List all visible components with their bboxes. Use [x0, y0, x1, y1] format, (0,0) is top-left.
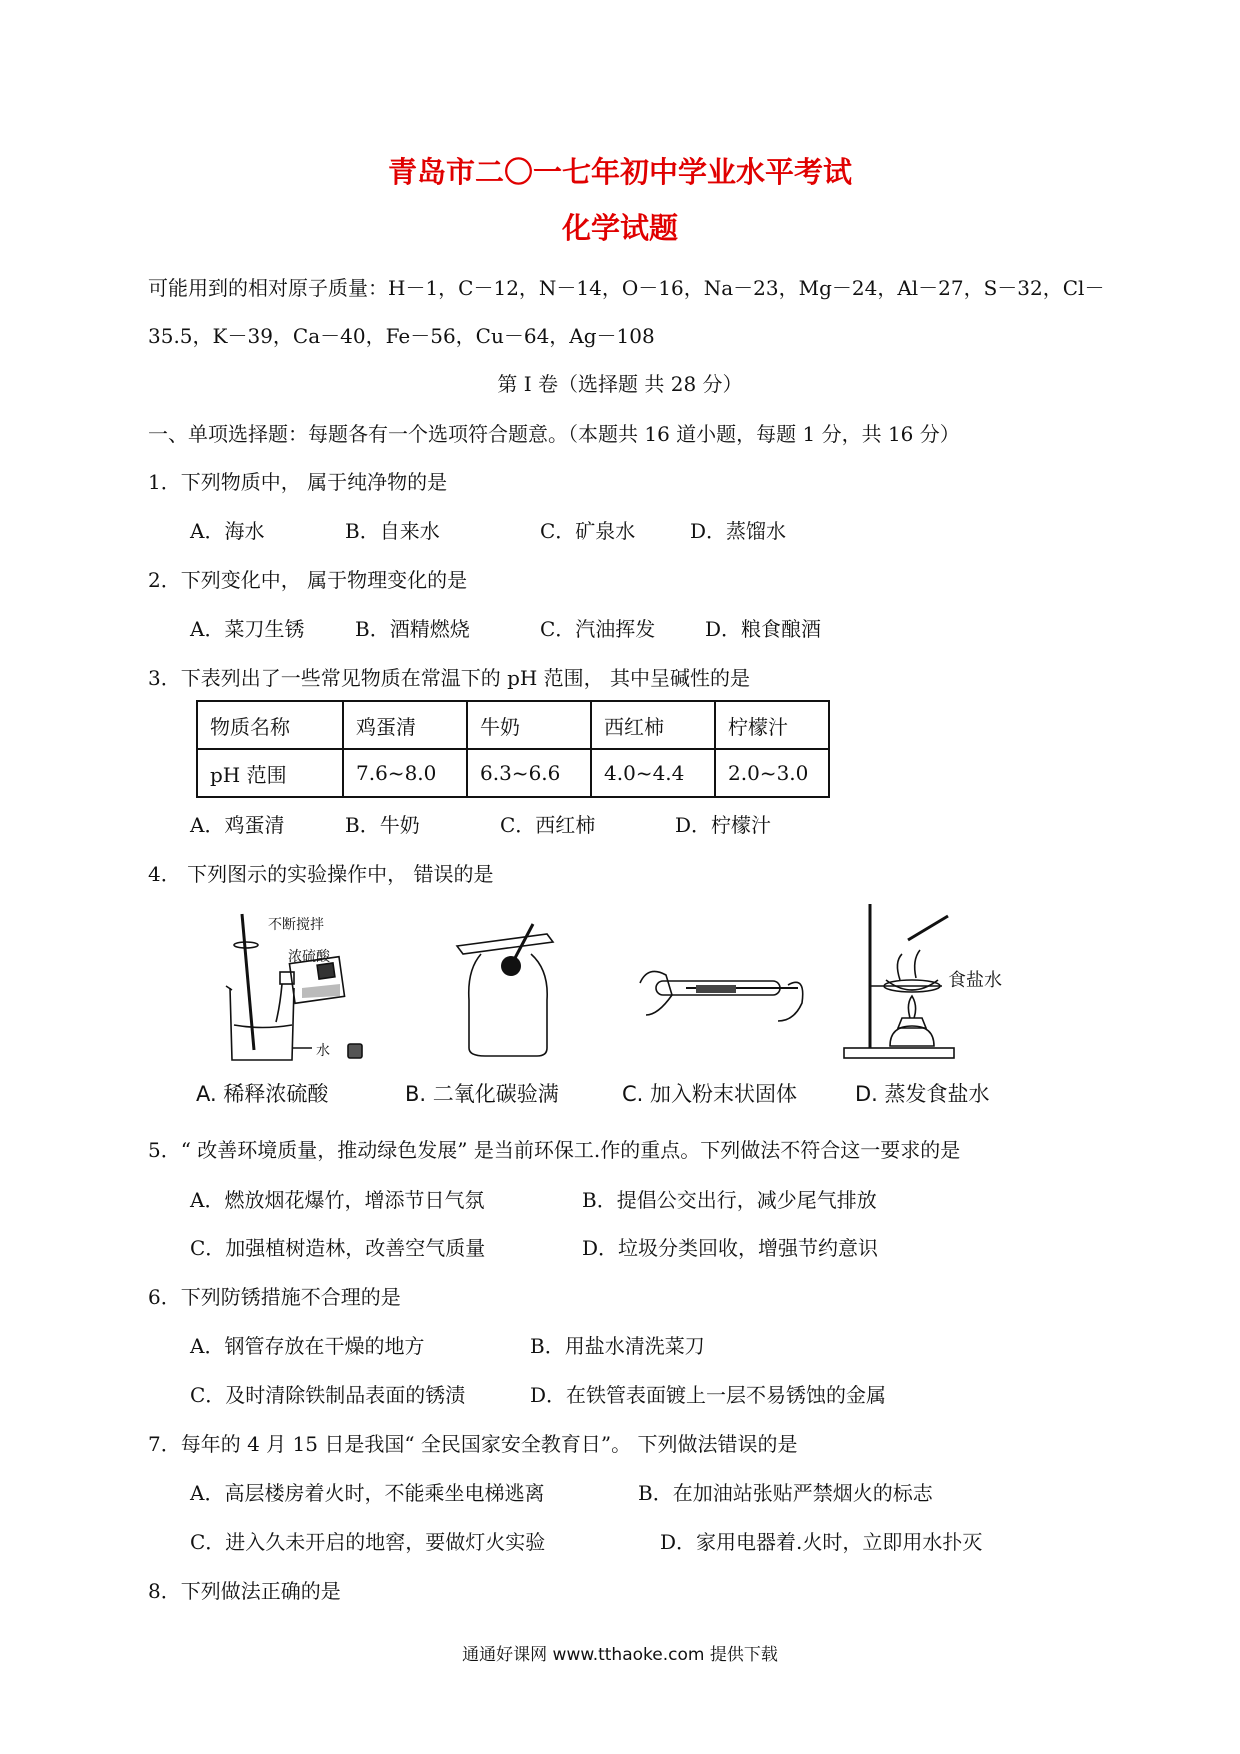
page-footer: 通通好课网 www.tthaoke.com 提供下载 [462, 1645, 778, 1665]
option-a: A．鸡蛋清 [190, 813, 285, 837]
option-a: A．菜刀生锈 [190, 617, 305, 641]
option-b: B．提倡公交出行，减少尾气排放 [582, 1188, 877, 1212]
table-cell: 物质名称 [197, 701, 343, 749]
question-stem: 7．每年的 4 月 15 日是我国“ 全民国家安全教育日”。 下列做法错误的是 [148, 1432, 798, 1456]
acid-label: 浓硫酸 [288, 949, 330, 965]
table-cell: 柠檬汁 [715, 701, 829, 749]
option-d: D．家用电器着.火时，立即用水扑灭 [660, 1530, 983, 1554]
option-c: C．汽油挥发 [540, 617, 656, 641]
co2-test-figure [455, 920, 565, 1060]
option-c: C．及时清除铁制品表面的锈渍 [190, 1383, 466, 1407]
question-stem: 3．下表列出了一些常见物质在常温下的 pH 范围， 其中呈碱性的是 [148, 666, 751, 690]
table-cell: 鸡蛋清 [343, 701, 467, 749]
option-c: C．加强植树造林，改善空气质量 [190, 1236, 486, 1260]
option-a: A．高层楼房着火时，不能乘坐电梯逃离 [190, 1481, 545, 1505]
figure-label-b: B. 二氧化碳验满 [405, 1082, 559, 1106]
question-stem: 4． 下列图示的实验操作中， 错误的是 [148, 862, 494, 886]
question-stem: 6．下列防锈措施不合理的是 [148, 1285, 401, 1309]
section-instructions: 一、单项选择题：每题各有一个选项符合题意。（本题共 16 道小题，每题 1 分，共 16 分） [148, 422, 960, 446]
add-powder-figure [638, 955, 808, 1045]
option-c: C．进入久未开启的地窖，要做灯火实验 [190, 1530, 546, 1554]
table-cell: 西红柿 [591, 701, 715, 749]
table-cell: 牛奶 [467, 701, 591, 749]
option-d: D．粮食酿酒 [705, 617, 822, 641]
stir-label: 不断搅拌 [268, 917, 324, 933]
dilute-acid-figure [220, 910, 400, 1070]
question-stem: 5．“ 改善环境质量，推动绿色发展” 是当前环保工.作的重点。下列做法不符合这一要求的是 [148, 1138, 961, 1162]
option-a: A．钢管存放在干燥的地方 [190, 1334, 425, 1358]
ph-table [196, 700, 830, 798]
water-label: 水 [316, 1043, 330, 1059]
question-stem: 1．下列物质中， 属于纯净物的是 [148, 470, 448, 494]
figure-label-d: D. 蒸发食盐水 [855, 1082, 990, 1106]
table-row [197, 701, 829, 749]
table-cell: pH 范围 [197, 749, 343, 797]
option-d: D．柠檬汁 [675, 813, 772, 837]
page-title: 青岛市二〇一七年初中学业水平考试 [387, 155, 852, 189]
option-b: B．牛奶 [345, 813, 420, 837]
option-b: B．酒精燃烧 [355, 617, 470, 641]
figure-label-a: A. 稀释浓硫酸 [196, 1082, 329, 1106]
page-subtitle: 化学试题 [561, 211, 678, 245]
question-stem: 8．下列做法正确的是 [148, 1579, 341, 1603]
section-heading: 第 I 卷（选择题 共 28 分） [497, 372, 743, 396]
figure-label-c: C. 加入粉末状固体 [622, 1082, 798, 1106]
table-row [197, 749, 829, 797]
option-b: B．用盐水清洗菜刀 [530, 1334, 705, 1358]
table-cell: 6.3~6.6 [467, 749, 591, 797]
table-cell: 4.0~4.4 [591, 749, 715, 797]
atomic-masses-line1: 可能用到的相对原子质量：H－1，C－12，N－14，O－16，Na－23，Mg－24，Al－27，S－32，Cl－ [148, 276, 1105, 300]
option-c: C．西红柿 [500, 813, 596, 837]
atomic-masses-line2: 35.5，K－39，Ca－40，Fe－56，Cu－64，Ag－108 [148, 324, 655, 348]
option-d: D．垃圾分类回收，增强节约意识 [582, 1236, 879, 1260]
salt-water-label: 食盐水 [948, 970, 1002, 991]
question-stem: 2．下列变化中， 属于物理变化的是 [148, 568, 468, 592]
table-cell: 7.6~8.0 [343, 749, 467, 797]
option-b: B．在加油站张贴严禁烟火的标志 [638, 1481, 933, 1505]
option-c: C．矿泉水 [540, 519, 636, 543]
table-cell: 2.0~3.0 [715, 749, 829, 797]
option-d: D．在铁管表面镀上一层不易锈蚀的金属 [530, 1383, 887, 1407]
option-d: D．蒸馏水 [690, 519, 787, 543]
option-a: A．海水 [190, 519, 265, 543]
option-b: B．自来水 [345, 519, 440, 543]
option-a: A．燃放烟花爆竹，增添节日气氛 [190, 1188, 485, 1212]
